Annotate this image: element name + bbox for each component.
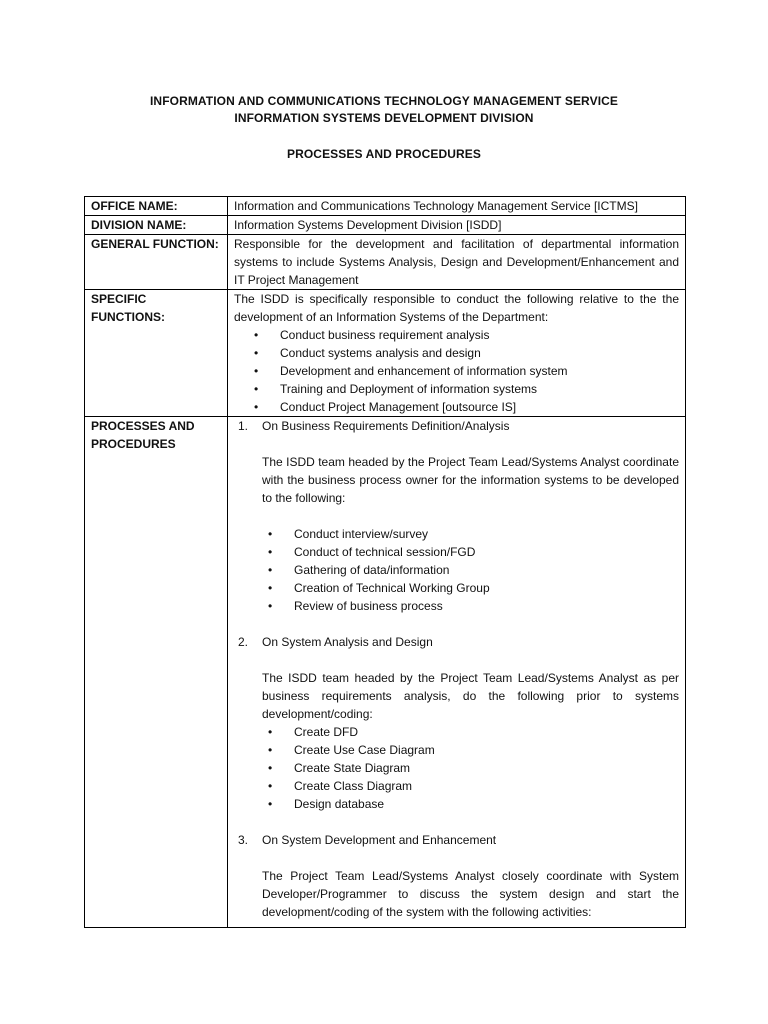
list-item: • Gathering of data/information — [262, 561, 679, 579]
header-line-1: INFORMATION AND COMMUNICATIONS TECHNOLOGY MANAGEMENT SERVICE — [150, 94, 618, 108]
section-1-paragraph: The ISDD team headed by the Project Team Lead/Systems Analyst coordinate with the business process owner for the information systems to be developed to the following: — [262, 455, 679, 505]
section-number: 1. — [238, 419, 249, 433]
list-item: • Review of business process — [262, 597, 679, 615]
list-item: • Design database — [262, 795, 679, 813]
specific-functions-list — [234, 326, 679, 416]
section-1-heading — [234, 417, 679, 435]
general-function-label: GENERAL FUNCTION: — [85, 235, 228, 290]
office-name-label: OFFICE NAME: — [85, 197, 228, 216]
list-item: • Create Use Case Diagram — [262, 741, 679, 759]
procedures-table — [84, 196, 686, 928]
list-item: • Development and enhancement of information system — [234, 362, 679, 380]
specific-functions-intro: The ISDD is specifically responsible to conduct the following relative to the the development of an Information Systems of the Department: — [234, 292, 679, 324]
specific-functions-cell — [228, 290, 686, 417]
row-specific-functions — [85, 290, 686, 417]
processes-cell — [228, 417, 686, 928]
general-function-value: Responsible for the development and facilitation of departmental information systems to include Systems Analysis, Design and Development/Enhancement and IT Project Management — [228, 235, 686, 290]
list-item: • Conduct Project Management [outsource IS] — [234, 398, 679, 416]
division-name-label: DIVISION NAME: — [85, 216, 228, 235]
document-title: PROCESSES AND PROCEDURES — [287, 147, 481, 161]
list-item: • Conduct business requirement analysis — [234, 326, 679, 344]
row-division-name — [85, 216, 686, 235]
section-3-heading — [234, 831, 679, 849]
section-1-list — [234, 525, 679, 615]
processes-label-line-2: PROCEDURES — [91, 437, 176, 451]
section-title: On Business Requirements Definition/Analysis — [262, 419, 510, 433]
list-item: • Training and Deployment of information systems — [234, 380, 679, 398]
section-number: 2. — [238, 635, 249, 649]
section-3-paragraph: The Project Team Lead/Systems Analyst closely coordinate with System Developer/Programmer to discuss the system design and start the development/coding of the system with the following activities: — [262, 869, 679, 919]
list-item: • Create State Diagram — [262, 759, 679, 777]
section-title: On System Development and Enhancement — [262, 833, 497, 847]
section-2-list — [234, 723, 679, 813]
section-number: 3. — [238, 833, 249, 847]
section-title: On System Analysis and Design — [262, 635, 433, 649]
specific-functions-label: SPECIFIC FUNCTIONS: — [85, 290, 228, 417]
header-line-2: INFORMATION SYSTEMS DEVELOPMENT DIVISION — [234, 111, 534, 125]
office-name-value: Information and Communications Technology Management Service [ICTMS] — [228, 197, 686, 216]
list-item: • Conduct systems analysis and design — [234, 344, 679, 362]
section-2-heading — [234, 633, 679, 651]
list-item: • Create Class Diagram — [262, 777, 679, 795]
row-general-function — [85, 235, 686, 290]
row-office-name — [85, 197, 686, 216]
processes-label — [85, 417, 228, 928]
division-name-value: Information Systems Development Division [ISDD] — [228, 216, 686, 235]
section-2-paragraph: The ISDD team headed by the Project Team Lead/Systems Analyst as per business requirements analysis, do the following prior to systems development/coding: — [262, 671, 679, 721]
list-item: • Create DFD — [262, 723, 679, 741]
list-item: • Conduct interview/survey — [262, 525, 679, 543]
row-processes-and-procedures — [85, 417, 686, 928]
list-item: • Conduct of technical session/FGD — [262, 543, 679, 561]
processes-label-line-1: PROCESSES AND — [91, 419, 195, 433]
list-item: • Creation of Technical Working Group — [262, 579, 679, 597]
